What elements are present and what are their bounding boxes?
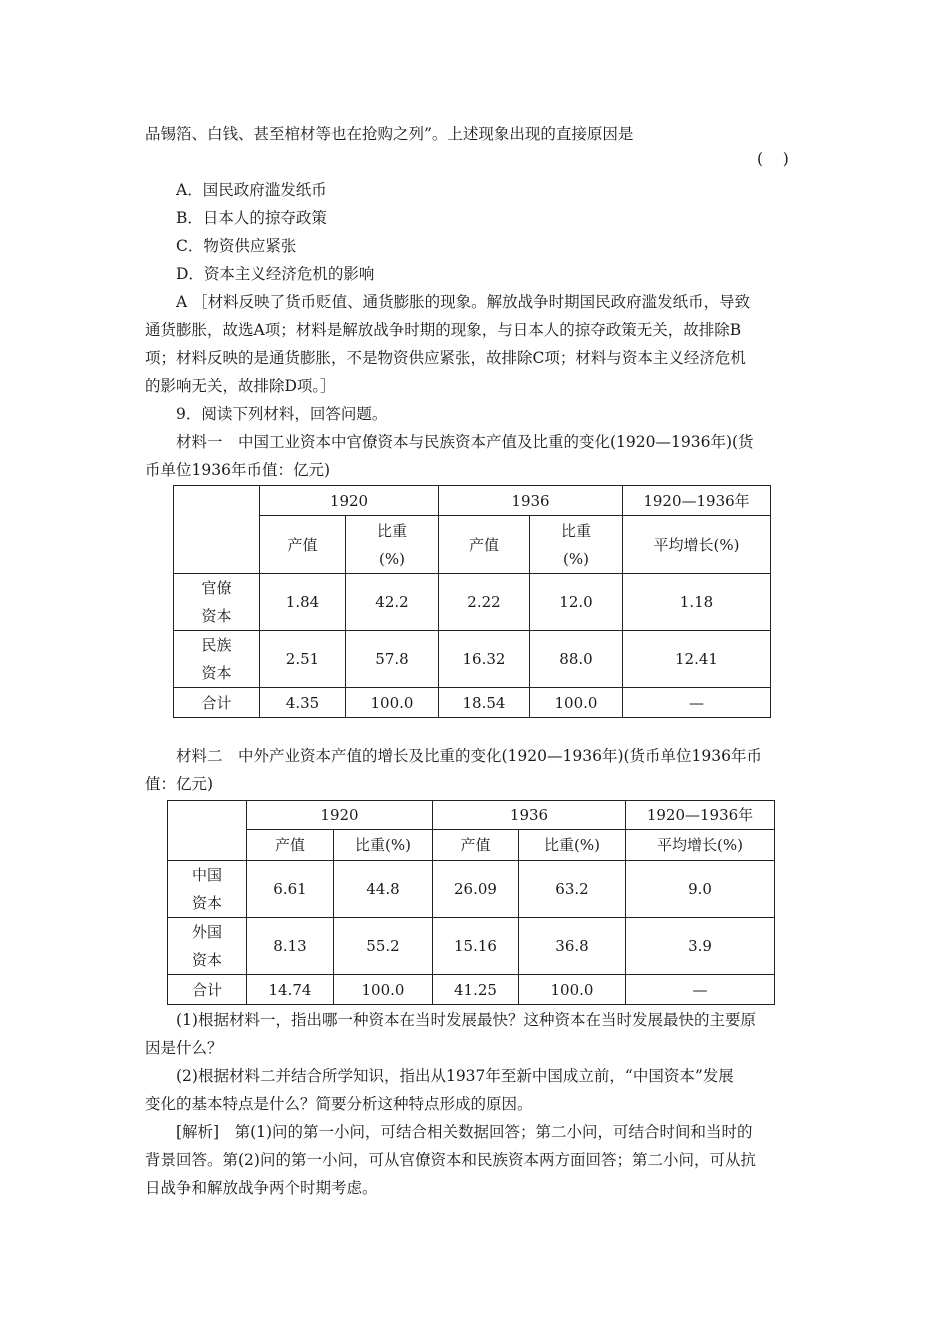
cell: 2.22 — [439, 574, 530, 631]
cell: 100.0 — [346, 688, 439, 718]
year-header: 1920 — [247, 801, 433, 830]
cell: 1.18 — [623, 574, 771, 631]
cell: 2.51 — [260, 631, 346, 688]
value-header: 产值 — [247, 830, 334, 861]
value-header: 产值 — [433, 830, 519, 861]
cell: 4.35 — [260, 688, 346, 718]
material-2-title: 值：亿元) — [145, 775, 214, 793]
sub-question-2: 变化的基本特点是什么？简要分析这种特点形成的原因。 — [145, 1095, 533, 1113]
option-d: D．资本主义经济危机的影响 — [176, 265, 375, 283]
cell: 12.0 — [530, 574, 623, 631]
value-header: 产值 — [439, 516, 530, 574]
cell: 12.41 — [623, 631, 771, 688]
row-label: 外国 资本 — [168, 918, 247, 975]
material-1-table — [173, 485, 771, 718]
table-row — [174, 574, 771, 631]
cell: — — [626, 975, 775, 1005]
growth-header: 平均增长(%) — [626, 830, 775, 861]
value-header: 产值 — [260, 516, 346, 574]
table-row — [168, 918, 775, 975]
question-8-stem: 品锡箔、白钱、甚至棺材等也在抢购之列”。上述现象出现的直接原因是 — [145, 125, 634, 143]
row-label: 中国 资本 — [168, 861, 247, 918]
table-total-row — [168, 975, 775, 1005]
cell: 9.0 — [626, 861, 775, 918]
year-header: 1920 — [260, 486, 439, 516]
cell: 100.0 — [334, 975, 433, 1005]
share-header: 比重 (%) — [346, 516, 439, 574]
answer-explanation: 通货膨胀，故选A项；材料是解放战争时期的现象，与日本人的掠夺政策无关，故排除B — [145, 321, 742, 339]
analysis: [解析] 第(1)问的第一小问，可结合相关数据回答；第二小问，可结合时间和当时的 — [176, 1123, 753, 1141]
range-header: 1920—1936年 — [623, 486, 771, 516]
cell: 55.2 — [334, 918, 433, 975]
year-header: 1936 — [433, 801, 626, 830]
sub-question-2: (2)根据材料二并结合所学知识，指出从1937年至新中国成立前，“中国资本”发展 — [176, 1067, 734, 1085]
cell: 16.32 — [439, 631, 530, 688]
corner-cell — [174, 486, 260, 574]
material-2-title: 材料二 中外产业资本产值的增长及比重的变化(1920—1936年)(货币单位1936年币 — [176, 747, 762, 765]
cell: 57.8 — [346, 631, 439, 688]
cell: 18.54 — [439, 688, 530, 718]
row-label: 合计 — [174, 688, 260, 718]
corner-cell — [168, 801, 247, 861]
cell: 100.0 — [530, 688, 623, 718]
cell: 44.8 — [334, 861, 433, 918]
cell: 1.84 — [260, 574, 346, 631]
answer-explanation: 项；材料反映的是通货膨胀，不是物资供应紧张，故排除C项；材料与资本主义经济危机 — [145, 349, 746, 367]
cell: 42.2 — [346, 574, 439, 631]
question-9: 9．阅读下列材料，回答问题。 — [176, 405, 388, 423]
material-1-title: 币单位1936年币值：亿元) — [145, 461, 330, 479]
material-2-table — [167, 800, 775, 1005]
analysis: 背景回答。第(2)问的第一小问，可从官僚资本和民族资本两方面回答；第二小问，可从抗 — [145, 1151, 756, 1169]
sub-question-1: (1)根据材料一，指出哪一种资本在当时发展最快？这种资本在当时发展最快的主要原 — [176, 1011, 756, 1029]
share-header: 比重(%) — [519, 830, 626, 861]
table-row — [168, 861, 775, 918]
sub-question-1: 因是什么？ — [145, 1039, 223, 1057]
cell: 100.0 — [519, 975, 626, 1005]
cell: 41.25 — [433, 975, 519, 1005]
cell: 26.09 — [433, 861, 519, 918]
row-label: 官僚 资本 — [174, 574, 260, 631]
share-header: 比重 (%) — [530, 516, 623, 574]
cell: 14.74 — [247, 975, 334, 1005]
option-c: C．物资供应紧张 — [176, 237, 297, 255]
table-total-row — [174, 688, 771, 718]
row-label: 合计 — [168, 975, 247, 1005]
cell: 6.61 — [247, 861, 334, 918]
cell: 8.13 — [247, 918, 334, 975]
cell: 36.8 — [519, 918, 626, 975]
share-header: 比重(%) — [334, 830, 433, 861]
cell: 88.0 — [530, 631, 623, 688]
range-header: 1920—1936年 — [626, 801, 775, 830]
growth-header: 平均增长(%) — [623, 516, 771, 574]
material-1-title: 材料一 中国工业资本中官僚资本与民族资本产值及比重的变化(1920—1936年)(货 — [176, 433, 754, 451]
answer-paren: ( ) — [757, 150, 789, 168]
row-label: 民族 资本 — [174, 631, 260, 688]
option-a: A．国民政府滥发纸币 — [176, 181, 327, 199]
answer-explanation: 的影响无关，故排除D项。］ — [145, 377, 336, 395]
answer-explanation: A ［材料反映了货币贬值、通货膨胀的现象。解放战争时期国民政府滥发纸币，导致 — [176, 293, 751, 311]
cell: 63.2 — [519, 861, 626, 918]
year-header: 1936 — [439, 486, 623, 516]
analysis: 日战争和解放战争两个时期考虑。 — [145, 1179, 378, 1197]
cell: — — [623, 688, 771, 718]
option-b: B．日本人的掠夺政策 — [176, 209, 327, 227]
table-row — [174, 631, 771, 688]
cell: 3.9 — [626, 918, 775, 975]
cell: 15.16 — [433, 918, 519, 975]
